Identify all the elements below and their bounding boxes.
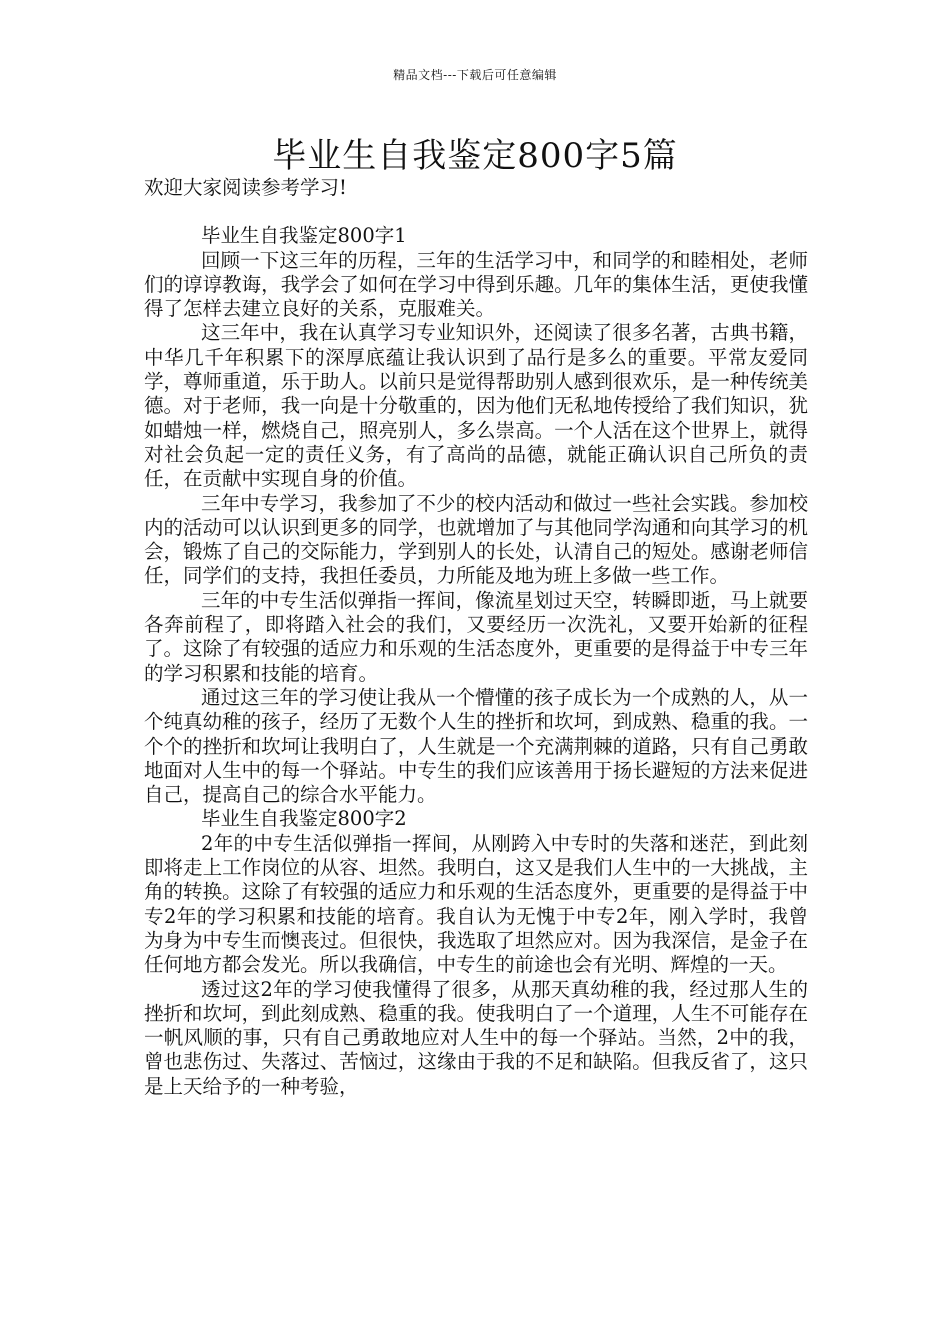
paragraph: 通过这三年的学习使让我从一个懵懂的孩子成长为一个成熟的人，从一个纯真幼稚的孩子，经历了无数个人生的挫折和坎坷，到成熟、稳重的我。一个个的挫折和坎坷让我明白了，人生就是一个充满荆棘的道路，只有自己勇敢地面对人生中的每一个驿站。中专生的我们应该善用于扬长避短的方法来促进自己，提高自己的综合水平能力。 [144,685,808,807]
welcome-line: 欢迎大家阅读参考学习! [144,176,347,199]
paragraph: 三年的中专生活似弹指一挥间，像流星划过天空，转瞬即逝，马上就要各奔前程了，即将踏入社会的我们，又要经历一次洗礼，又要开始新的征程了。这除了有较强的适应力和乐观的生活态度外，更重要的是得益于中专三年的学习积累和技能的培育。 [144,588,808,685]
section-2 [144,807,808,1099]
page-header: 精品文档---下载后可任意编辑 [393,68,557,82]
paragraph: 透过这2年的学习使我懂得了很多，从那天真幼稚的我，经过那人生的挫折和坎坷，到此刻成熟、稳重的我。使我明白了一个道理，人生不可能存在一帆风顺的事，只有自己勇敢地应对人生中的每一个驿站。当然，2中的我，曾也悲伤过、失落过、苦恼过，这缘由于我的不足和缺陷。但我反省了，这只是上天给予的一种考验， [144,977,808,1098]
section-heading: 毕业生自我鉴定800字1 [201,224,407,248]
paragraph: 这三年中，我在认真学习专业知识外，还阅读了很多名著，古典书籍，中华几千年积累下的深厚底蕴让我认识到了品行是多么的重要。平常友爱同学，尊师重道，乐于助人。以前只是觉得帮助别人感到很欢乐，是一种传统美德。对于老师，我一向是十分敬重的，因为他们无私地传授给了我们知识，犹如蜡烛一样，燃烧自己，照亮别人，多么崇高。一个人活在这个世界上，就得对社会负起一定的责任义务，有了高尚的品德，就能正确认识自己所负的责任，在贡献中实现自身的价值。 [144,321,808,491]
document-title: 毕业生自我鉴定800字5篇 [272,136,678,176]
paragraph: 回顾一下这三年的历程，三年的生活学习中，和同学的和睦相处，老师们的谆谆教诲，我学会了如何在学习中得到乐趣。几年的集体生活，更使我懂得了怎样去建立良好的关系，克服难关。 [144,248,808,321]
paragraph: 三年中专学习，我参加了不少的校内活动和做过一些社会实践。参加校内的活动可以认识到更多的同学，也就增加了与其他同学沟通和向其学习的机会，锻炼了自己的交际能力，学到别人的长处，认清自己的短处。感谢老师信任，同学们的支持，我担任委员，力所能及地为班上多做一些工作。 [144,491,808,588]
section-heading: 毕业生自我鉴定800字2 [201,807,407,831]
document-body [144,176,808,1099]
paragraph: 2年的中专生活似弹指一挥间，从刚跨入中专时的失落和迷茫，到此刻即将走上工作岗位的从容、坦然。我明白，这又是我们人生中的一大挑战，主角的转换。这除了有较强的适应力和乐观的生活态度外，更重要的是得益于中专2年的学习积累和技能的培育。我自认为无愧于中专2年，刚入学时，我曾为身为中专生而懊丧过。但很快，我选取了坦然应对。因为我深信，是金子在任何地方都会发光。所以我确信，中专生的前途也会有光明、辉煌的一天。 [144,831,808,977]
section-1 [144,224,808,807]
